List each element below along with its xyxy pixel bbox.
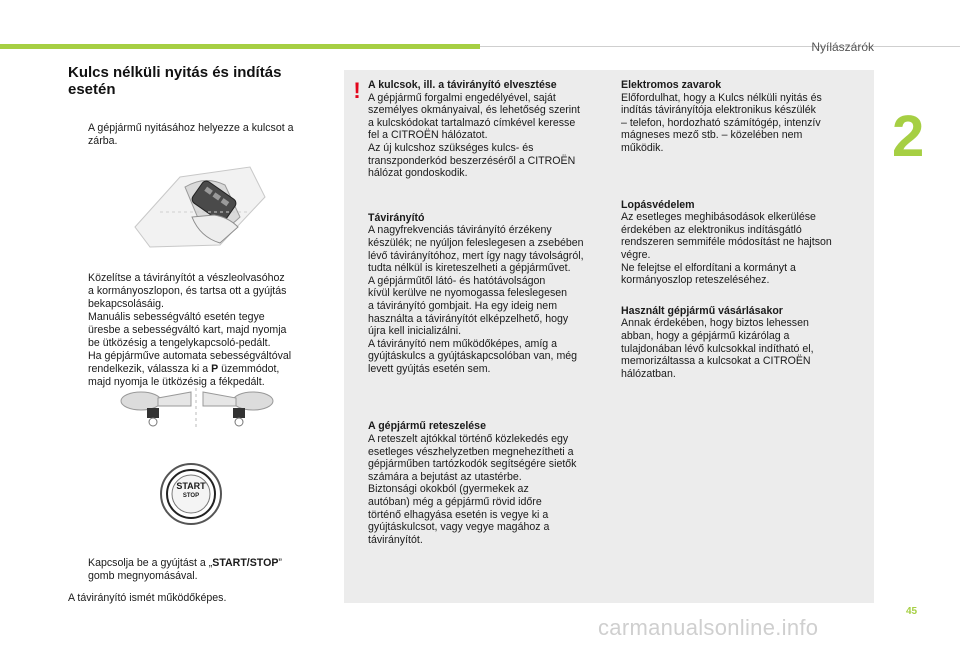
start-label: START bbox=[176, 481, 206, 491]
lost-keys-title: A kulcsok, ill. a távirányító elvesztése bbox=[368, 79, 557, 91]
step-insert-key: A gépjármű nyitásához helyezze a kulcsot a zárba. bbox=[88, 122, 294, 147]
step-start-stop: Kapcsolja be a gyújtást a „START/STOP” gomb megnyomásával. bbox=[88, 557, 282, 582]
remote-text: A nagyfrekvenciás távirányító érzékeny készülék; ne nyúljon feleslegesen a zsebében lévő távirányítóhoz, mert így nagy távolságról, tudta nélkül is kireteszelheti a gépjárművet. A gépjárműtől látó- és hatótávolságon kívül kerülve ne nyomogassa feleslegesen a távirányító gombjait. Ha egy ideig nem használta a távirányítót elképzelhető, hogy újra kell inicializálni. A távirányító nem működőképes, amíg a gyújtáskulcs a gyújtáskapcsolóban van, még levett gyújtás esetén sem. bbox=[368, 224, 584, 375]
closing-note: A távirányító ismét működőképes. bbox=[68, 592, 227, 604]
stop-label: STOP bbox=[182, 493, 200, 499]
anti-theft-title: Lopásvédelem bbox=[621, 198, 695, 211]
header-accent-bar bbox=[0, 44, 480, 49]
warning-icon: ! bbox=[353, 78, 361, 103]
chapter-number: 2 bbox=[892, 104, 925, 169]
electrical-interference-title: Elektromos zavarok bbox=[621, 79, 722, 91]
start-stop-button-illustration bbox=[159, 462, 223, 526]
remote-title: Távirányító bbox=[368, 211, 425, 224]
info-column-middle bbox=[368, 79, 604, 546]
header-rule bbox=[480, 46, 960, 47]
step-automatic-gearbox: Ha gépjárműve automata sebességváltóval rendelkezik, válassza ki a P üzemmódot, majd nyomja le ütközésig a fékpedált. bbox=[88, 350, 292, 388]
step-manual-gearbox: Manuális sebességváltó esetén tegye üresbe a sebességváltó kart, majd nyomja be ütközésig a tengelykapcsoló-pedált. bbox=[88, 311, 287, 349]
used-vehicle-text: Annak érdekében, hogy biztos lehessen abban, hogy a gépjármű kizárólag a tulajdonában lévő kulcsokkal indítható el, memorizáltassa a kulcsokat a CITROËN hálózatban. bbox=[621, 317, 814, 380]
footer-watermark: carmanualsonline.info bbox=[598, 615, 819, 640]
pedals-illustration bbox=[115, 382, 277, 428]
key-fob-reader-illustration bbox=[130, 157, 270, 249]
vehicle-locking-text: A reteszelt ajtókkal történő közlekedés egy esetleges vészhelyzetben megnehezítheti a gépjárműben tartózkodók segítségére sietők számára a bejutást az utastérbe. Biztonsági okokból (gyermekek az autóban) még a gépjármű rövid időre történő elhagyása esetén is vegye ki a gyújtáskulcsot, vagy vegye magához a távirányítót. bbox=[368, 433, 577, 546]
lost-keys-text: A gépjármű forgalmi engedélyével, saját személyes okmányaival, és lehetőség szerint a kulcskódokat tartalmazó címkével keresse fel a CITROËN hálózatot. Az új kulcshoz szükséges kulcs- és transzponderkód beszerzéséről a CITROËN hálózat gondoskodik. bbox=[368, 91, 580, 180]
page-number: 45 bbox=[906, 606, 918, 617]
section-title: Nyílászárók bbox=[811, 40, 874, 54]
page-heading: Kulcs nélküli nyitás és indítás esetén bbox=[68, 64, 282, 98]
step-remote-near-reader: Közelítse a távirányítót a vészleolvasóhoz a kormányoszlopon, és tartsa ott a gyújtás bekapcsolásáig. bbox=[88, 272, 287, 310]
used-vehicle-title: Használt gépjármű vásárlásakor bbox=[621, 304, 783, 317]
vehicle-locking-title: A gépjármű reteszelése bbox=[368, 420, 486, 433]
electrical-interference-text: Előfordulhat, hogy a Kulcs nélküli nyitás és indítás távirányítója elektronikus készülék – telefon, hordozható számítógép, intenzív mágneses mező stb. – közelében nem működik. bbox=[621, 91, 822, 154]
info-column-right bbox=[621, 79, 856, 380]
anti-theft-text: Az esetleges meghibásodások elkerülése érdekében az elektronikus indításgátló rendszeren semmiféle módosítást ne hajtson végre. Ne felejtse el elfordítani a kormányt a kormányoszlop reteszeléséhez. bbox=[621, 211, 832, 287]
